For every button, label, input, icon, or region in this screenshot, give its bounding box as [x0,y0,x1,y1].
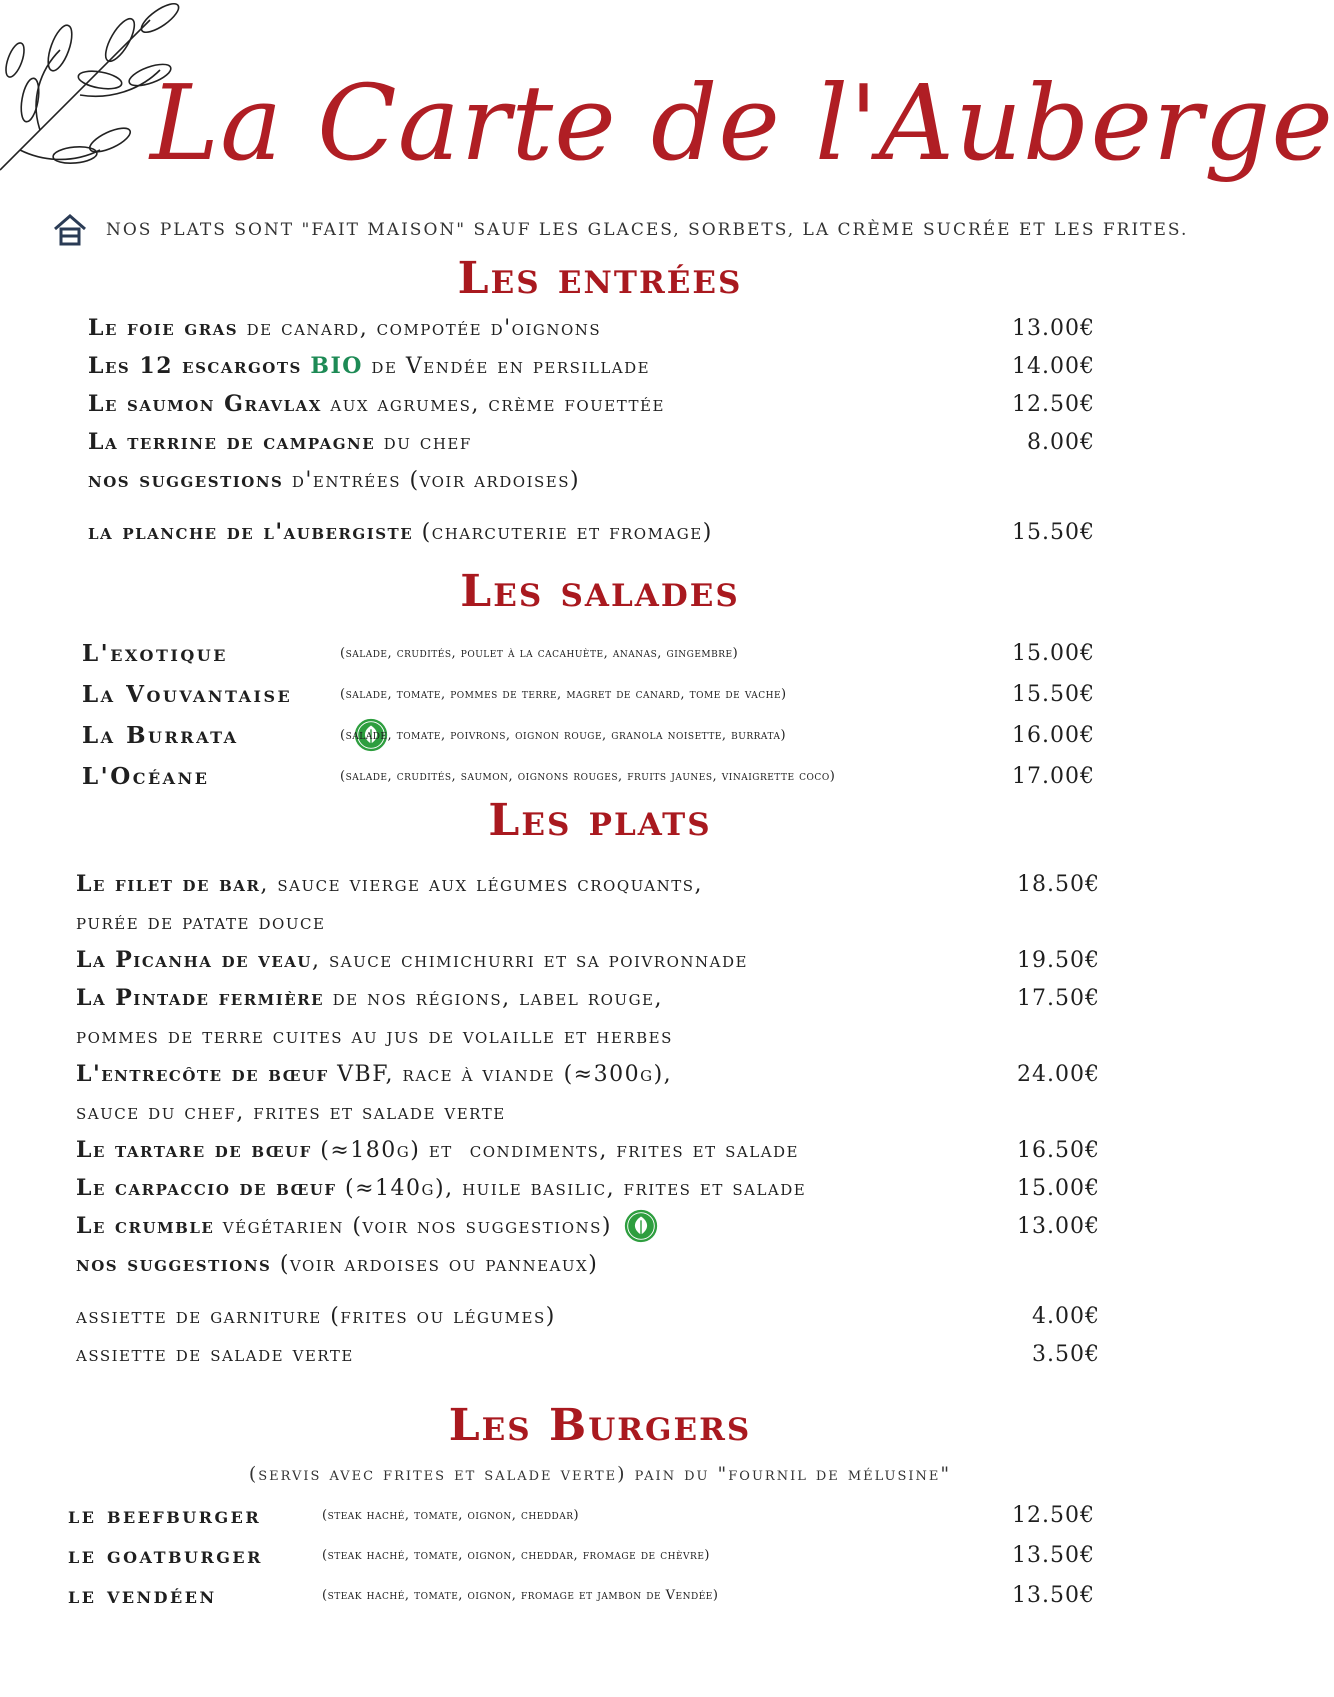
plats-item [76,1169,806,1207]
menu-title: La Carte de l'Auberge [150,62,1334,184]
item-description: de canard, compotée d'oignons [238,315,602,341]
item-price: 24.00€ [1017,1061,1100,1087]
item-description: , sauce vierge aux légumes croquants, [260,871,704,897]
burgers-item [68,1576,719,1614]
plats-item [76,1131,799,1169]
item-name: La Burrata [82,721,239,749]
item-price: 17.50€ [1017,985,1100,1011]
section-heading-plats: Les plats [488,795,712,846]
item-name: Le saumon Gravlax [88,391,322,417]
item-name: la planche de l'aubergiste [88,519,414,545]
item-description: assiette de salade verte [76,1341,354,1367]
item-name: Le foie gras [88,315,239,341]
plats-item [76,1093,506,1131]
item-description: (salade, crudités, saumon, oignons rouges, fruits jaunes, vinaigrette coco) [340,768,836,784]
item-name: L'exotique [82,639,228,667]
item-name: L'Océane [82,762,210,790]
salades-item [82,757,836,795]
item-description: (steak haché, tomate, oignon, fromage et jambon de Vendée) [322,1587,719,1603]
plats-item [76,1207,660,1245]
item-price: 12.50€ [1012,391,1095,417]
item-price: 16.00€ [1012,722,1095,748]
item-description: (voir ardoises ou panneaux) [271,1251,599,1277]
entrees-item [88,347,650,385]
entrees-item [88,461,580,499]
item-description: VBF, race à viande (≈300g), [328,1061,673,1087]
item-price: 8.00€ [1027,429,1095,455]
item-price: 16.50€ [1017,1137,1100,1163]
item-name: L'entrecôte de bœuf [76,1061,329,1087]
item-description: végétarien (voir nos suggestions) [214,1213,612,1239]
item-name: nos suggestions [88,467,284,493]
item-name: Le filet de bar [76,871,261,897]
item-description: (steak haché, tomate, oignon, cheddar) [322,1507,580,1523]
plats-item [76,941,748,979]
salades-item [82,634,739,672]
spacer [302,354,311,379]
plats-item [76,1245,598,1283]
item-price: 15.50€ [1012,519,1095,545]
salades-item [82,716,787,754]
item-price: 12.50€ [1012,1502,1095,1528]
item-description: d'entrées (voir ardoises) [283,467,581,493]
item-name: Le crumble [76,1213,215,1239]
item-name: nos suggestions [76,1251,272,1277]
item-description: du chef [375,429,472,455]
item-description: (charcuterie et fromage) [413,519,713,545]
section-heading-salades: Les salades [460,566,740,617]
item-name: le beefburger [68,1501,262,1529]
plats-item [76,903,325,941]
plats-item [76,865,703,903]
salades-item [82,675,787,713]
item-description: (steak haché, tomate, oignon, cheddar, fromage de chèvre) [322,1547,710,1563]
item-name: La Pintade fermière [76,985,325,1011]
item-name: La Picanha de veau [76,947,312,973]
item-price: 13.50€ [1012,1542,1095,1568]
entrees-item [88,309,601,347]
item-name: Les 12 escargots [88,353,302,379]
burgers-item [68,1536,710,1574]
item-description: , sauce chimichurri et sa poivronnade [311,947,748,973]
bio-label: BIO [310,353,363,379]
item-name: le vendéen [68,1581,217,1609]
entrees-item [88,385,665,423]
plats-item [76,1017,673,1055]
plats-item [76,1055,672,1093]
item-name: La Vouvantaise [82,680,293,708]
burgers-subtitle: (servis avec frites et salade verte) pain du "fournil de mélusine" [248,1463,952,1485]
item-description: purée de patate douce [76,909,326,935]
item-price: 15.00€ [1017,1175,1100,1201]
item-name: La terrine de campagne [88,429,376,455]
item-price: 13.00€ [1012,315,1095,341]
item-price: 13.00€ [1017,1213,1100,1239]
item-price: 14.00€ [1012,353,1095,379]
burgers-item [68,1496,580,1534]
section-heading-entrees: Les entrées [457,253,743,304]
entrees-item [88,423,472,461]
item-price: 18.50€ [1017,871,1100,897]
item-description: (salade, crudités, poulet à la cacahuète, ananas, gingembre) [340,645,739,661]
house-icon [52,213,88,247]
item-name: Le carpaccio de bœuf [76,1175,337,1201]
item-description: pommes de terre cuites au jus de volaille et herbes [76,1023,673,1049]
homemade-notice [52,212,1188,248]
item-price: 3.50€ [1032,1341,1100,1367]
item-description: de Vendée en persillade [362,353,651,379]
item-price: 13.50€ [1012,1582,1095,1608]
item-description: (salade, tomate, pommes de terre, magret de canard, tome de vache) [340,686,787,702]
item-price: 19.50€ [1017,947,1100,973]
item-description: de nos régions, label rouge, [324,985,663,1011]
item-description: aux agrumes, crème fouettée [321,391,665,417]
item-description: sauce du chef, frites et salade verte [76,1099,506,1125]
plats-item [76,979,663,1017]
vegetarian-badge-icon [622,1207,660,1245]
item-name: le goatburger [68,1541,263,1569]
notice-text: NOS PLATS SONT "FAIT MAISON" SAUF LES GLACES, SORBETS, LA CRÈME SUCRÉE ET LES FRITES. [106,220,1189,240]
section-heading-burgers: Les Burgers [448,1400,752,1451]
item-price: 15.00€ [1012,640,1095,666]
item-description: assiette de garniture (frites ou légumes) [76,1303,556,1329]
item-price: 17.00€ [1012,763,1095,789]
item-price: 15.50€ [1012,681,1095,707]
plats-item [76,1335,354,1373]
item-description: (salade, tomate, poivrons, oignon rouge, granola noisette, burrata) [340,727,787,743]
item-description: (≈140g), huile basilic, frites et salade [336,1175,807,1201]
item-description: (≈180g) et condiments, frites et salade [311,1137,800,1163]
item-name: Le tartare de bœuf [76,1137,312,1163]
item-price: 4.00€ [1032,1303,1100,1329]
plats-item [76,1297,556,1335]
entrees-item [88,513,713,551]
